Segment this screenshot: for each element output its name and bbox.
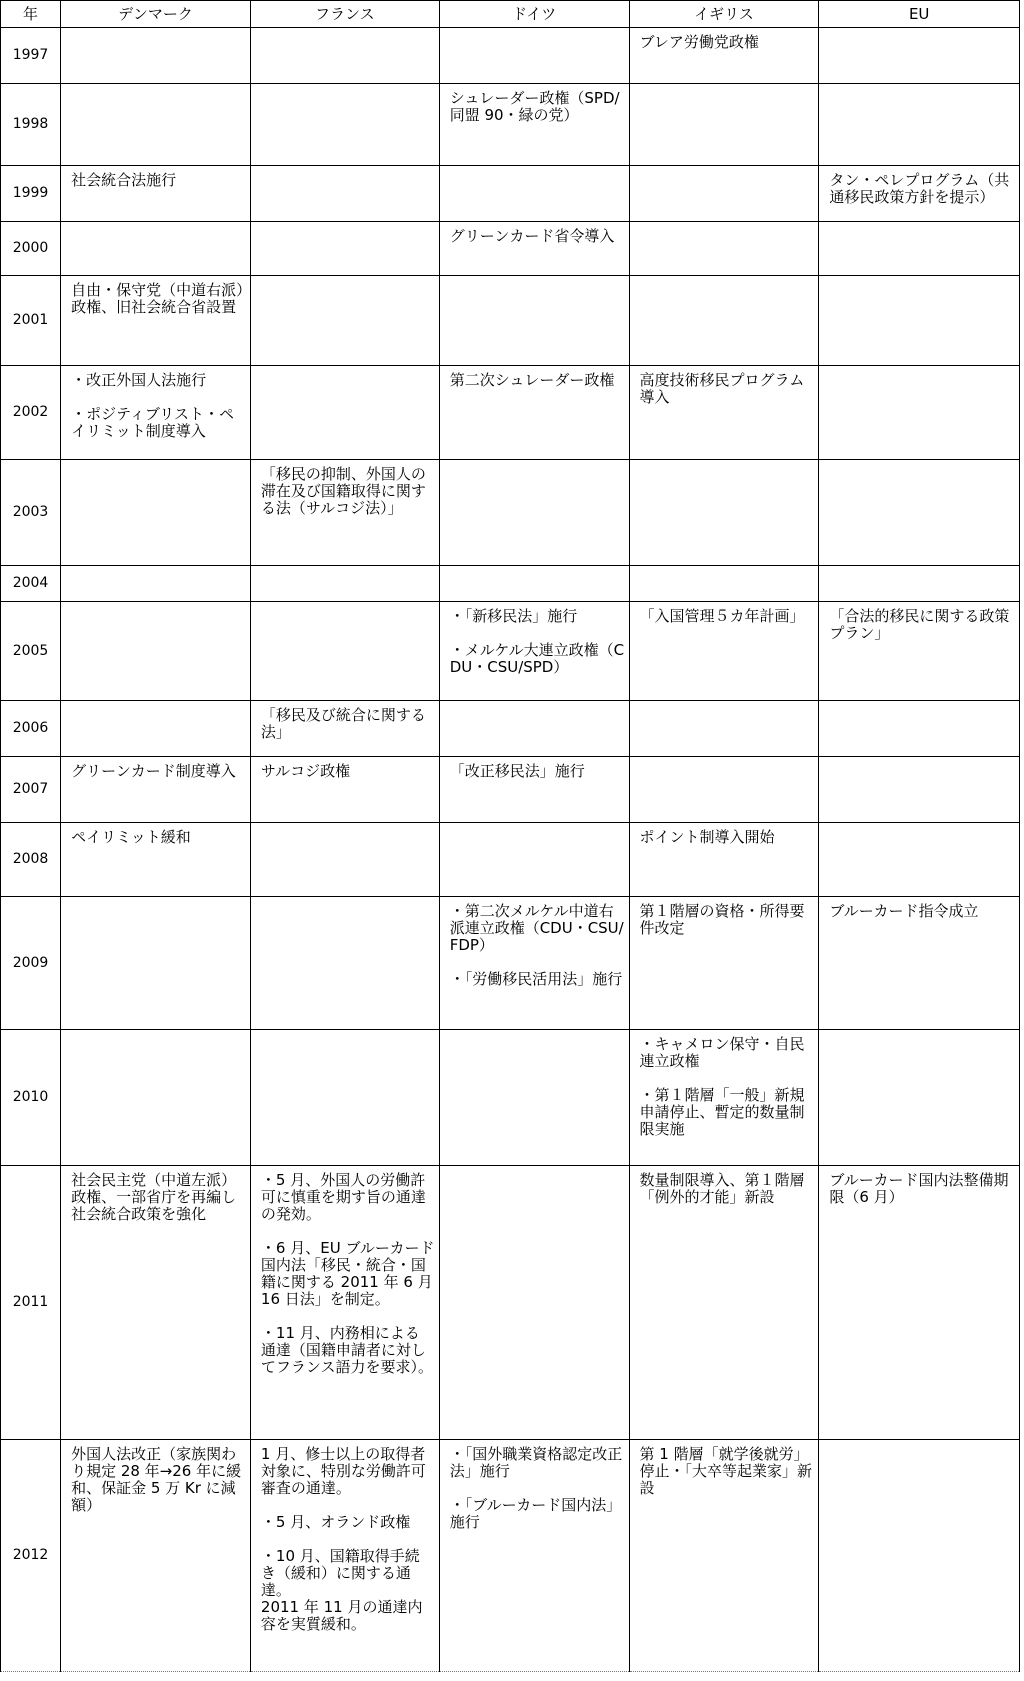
france-cell — [250, 566, 439, 602]
event-entry: グリーンカード制度導入 — [71, 762, 236, 780]
table-row — [1, 566, 1020, 602]
event-entry: ・5 月、外国人の労働許可に慎重を期す旨の通達の発効。 — [260, 1171, 426, 1223]
denmark-cell — [61, 1166, 251, 1440]
table-row — [1, 1030, 1020, 1166]
event-entry: ブレア労働党政権 — [639, 33, 759, 51]
germany-cell — [439, 1030, 629, 1166]
year-cell: 2004 — [1, 566, 61, 602]
uk-cell — [629, 897, 819, 1030]
header-uk: イギリス — [629, 1, 819, 28]
uk-cell — [629, 1166, 819, 1440]
event-entry: 第 1 階層「就学後就労」停止・「大卒等起業家」新設 — [639, 1445, 813, 1497]
event-entry: ・「新移民法」施行 — [449, 607, 578, 625]
year-cell: 1998 — [1, 84, 61, 166]
france-cell — [250, 222, 439, 276]
uk-cell — [629, 166, 819, 222]
germany-cell — [439, 566, 629, 602]
eu-cell — [819, 222, 1020, 276]
event-entry: 「移民の抑制、外国人の滞在及び国籍取得に関する法（サルコジ法）」 — [260, 465, 426, 517]
year-cell: 2006 — [1, 701, 61, 757]
event-entry: 社会統合法施行 — [71, 171, 177, 189]
germany-cell — [439, 84, 629, 166]
event-entry: ペイリミット緩和 — [71, 828, 191, 846]
table-row — [1, 701, 1020, 757]
eu-cell — [819, 566, 1020, 602]
year-cell: 2000 — [1, 222, 61, 276]
denmark-cell — [61, 823, 251, 897]
table-row — [1, 602, 1020, 701]
event-entry: ・「労働移民活用法」施行 — [449, 970, 623, 988]
year-cell: 2007 — [1, 757, 61, 823]
year-cell: 2012 — [1, 1440, 61, 1672]
uk-cell — [629, 276, 819, 366]
event-entry: ブルーカード国内法整備期限（6 月） — [829, 1171, 1009, 1206]
table-row — [1, 366, 1020, 460]
denmark-cell — [61, 276, 251, 366]
eu-cell — [819, 757, 1020, 823]
eu-cell — [819, 84, 1020, 166]
germany-cell — [439, 602, 629, 701]
header-row — [1, 1, 1020, 28]
event-entry: ・第１階層「一般」新規申請停止、暫定的数量制限実施 — [639, 1086, 805, 1138]
table-body — [1, 28, 1020, 1672]
eu-cell — [819, 1030, 1020, 1166]
eu-cell — [819, 366, 1020, 460]
event-entry: ・ポジティブリスト・ペイリミット制度導入 — [71, 405, 234, 440]
event-entry: 自由・保守党（中道右派）政権、旧社会統合省設置 — [71, 281, 244, 316]
denmark-cell — [61, 1440, 251, 1672]
year-cell: 2011 — [1, 1166, 61, 1440]
eu-cell — [819, 28, 1020, 84]
year-cell: 1999 — [1, 166, 61, 222]
header-year: 年 — [1, 1, 61, 28]
year-cell: 2002 — [1, 366, 61, 460]
event-entry: ・10 月、国籍取得手続き（緩和）に関する通達。 2011 年 11 月の通達内容を実質緩和。 — [260, 1547, 423, 1633]
france-cell — [250, 1030, 439, 1166]
event-entry: サルコジ政権 — [260, 762, 351, 780]
france-cell — [250, 166, 439, 222]
event-entry: シュレーダー政権（SPD/同盟 90・緑の党） — [449, 89, 620, 124]
event-entry: ・6 月、EU ブルーカード国内法「移民・統合・国籍に関する 2011 年 6 月 16 日法」を制定。 — [260, 1239, 435, 1308]
event-entry: グリーンカード省令導入 — [449, 227, 615, 245]
event-entry: ・「ブルーカード国内法」施行 — [449, 1496, 622, 1531]
france-cell — [250, 460, 439, 566]
denmark-cell — [61, 602, 251, 701]
germany-cell — [439, 757, 629, 823]
event-entry: ・メルケル大連立政権（CDU・CSU/SPD） — [449, 641, 625, 676]
germany-cell — [439, 366, 629, 460]
eu-cell — [819, 701, 1020, 757]
event-entry: 「合法的移民に関する政策プラン」 — [829, 607, 1010, 642]
france-cell — [250, 1166, 439, 1440]
uk-cell — [629, 757, 819, 823]
event-entry: 第１階層の資格・所得要件改定 — [639, 902, 805, 937]
event-entry: タン・ペレプログラム（共通移民政策方針を提示） — [829, 171, 1010, 206]
uk-cell — [629, 460, 819, 566]
uk-cell — [629, 222, 819, 276]
event-entry: 1 月、修士以上の取得者対象に、特別な労働許可審査の通達。 — [260, 1445, 426, 1497]
year-cell: 2009 — [1, 897, 61, 1030]
event-entry: ・11 月、内務相による通達（国籍申請者に対してフランス語力を要求）。 — [260, 1324, 433, 1376]
france-cell — [250, 897, 439, 1030]
table-row — [1, 460, 1020, 566]
eu-cell — [819, 276, 1020, 366]
event-entry: 第二次シュレーダー政権 — [449, 371, 615, 389]
event-entry: 「改正移民法」施行 — [449, 762, 585, 780]
uk-cell — [629, 28, 819, 84]
event-entry: 「入国管理５カ年計画」 — [639, 607, 805, 625]
eu-cell — [819, 460, 1020, 566]
eu-cell — [819, 897, 1020, 1030]
year-cell: 2010 — [1, 1030, 61, 1166]
germany-cell — [439, 276, 629, 366]
eu-cell — [819, 1166, 1020, 1440]
germany-cell — [439, 897, 629, 1030]
denmark-cell — [61, 566, 251, 602]
uk-cell — [629, 84, 819, 166]
uk-cell — [629, 823, 819, 897]
table-row — [1, 823, 1020, 897]
germany-cell — [439, 1166, 629, 1440]
denmark-cell — [61, 366, 251, 460]
event-entry: ・キャメロン保守・自民連立政権 — [639, 1035, 805, 1070]
event-entry: ポイント制導入開始 — [639, 828, 775, 846]
eu-cell — [819, 1440, 1020, 1672]
denmark-cell — [61, 897, 251, 1030]
france-cell — [250, 823, 439, 897]
uk-cell — [629, 566, 819, 602]
denmark-cell — [61, 1030, 251, 1166]
uk-cell — [629, 366, 819, 460]
uk-cell — [629, 1030, 819, 1166]
table-row — [1, 1440, 1020, 1672]
event-entry: 数量制限導入、第１階層「例外的才能」新設 — [639, 1171, 805, 1206]
france-cell — [250, 28, 439, 84]
france-cell — [250, 276, 439, 366]
table-row — [1, 757, 1020, 823]
event-entry: ・改正外国人法施行 — [71, 371, 207, 389]
denmark-cell — [61, 222, 251, 276]
france-cell — [250, 602, 439, 701]
table-row — [1, 897, 1020, 1030]
eu-cell — [819, 823, 1020, 897]
table-row — [1, 28, 1020, 84]
denmark-cell — [61, 28, 251, 84]
germany-cell — [439, 701, 629, 757]
table-row — [1, 166, 1020, 222]
germany-cell — [439, 166, 629, 222]
denmark-cell — [61, 757, 251, 823]
denmark-cell — [61, 460, 251, 566]
header-eu: EU — [819, 1, 1020, 28]
germany-cell — [439, 823, 629, 897]
germany-cell — [439, 222, 629, 276]
table-row — [1, 222, 1020, 276]
event-entry: ・「国外職業資格認定改正法」施行 — [449, 1445, 623, 1480]
france-cell — [250, 84, 439, 166]
table-row — [1, 84, 1020, 166]
germany-cell — [439, 460, 629, 566]
header-germany: ドイツ — [439, 1, 629, 28]
eu-cell — [819, 602, 1020, 701]
table-row — [1, 276, 1020, 366]
year-cell: 2008 — [1, 823, 61, 897]
uk-cell — [629, 701, 819, 757]
france-cell — [250, 701, 439, 757]
event-entry: 外国人法改正（家族関わり規定 28 年→26 年に緩和、保証金 5 万 Kr に減額） — [71, 1445, 242, 1514]
france-cell — [250, 757, 439, 823]
event-entry: 社会民主党（中道左派）政権、一部省庁を再編し社会統合政策を強化 — [71, 1171, 237, 1223]
event-entry: 高度技術移民プログラム導入 — [639, 371, 805, 406]
germany-cell — [439, 28, 629, 84]
france-cell — [250, 366, 439, 460]
denmark-cell — [61, 166, 251, 222]
event-entry: ・第二次メルケル中道右派連立政権（CDU・CSU/FDP） — [449, 902, 624, 954]
uk-cell — [629, 1440, 819, 1672]
event-entry: ブルーカード指令成立 — [829, 902, 979, 920]
france-cell — [250, 1440, 439, 1672]
denmark-cell — [61, 701, 251, 757]
germany-cell — [439, 1440, 629, 1672]
denmark-cell — [61, 84, 251, 166]
year-cell: 1997 — [1, 28, 61, 84]
event-entry: 「移民及び統合に関する法」 — [260, 706, 426, 741]
header-denmark: デンマーク — [61, 1, 251, 28]
year-cell: 2003 — [1, 460, 61, 566]
table-row — [1, 1166, 1020, 1440]
header-france: フランス — [250, 1, 439, 28]
event-entry: ・5 月、オランド政権 — [260, 1513, 411, 1531]
eu-cell — [819, 166, 1020, 222]
year-cell: 2005 — [1, 602, 61, 701]
year-cell: 2001 — [1, 276, 61, 366]
uk-cell — [629, 602, 819, 701]
